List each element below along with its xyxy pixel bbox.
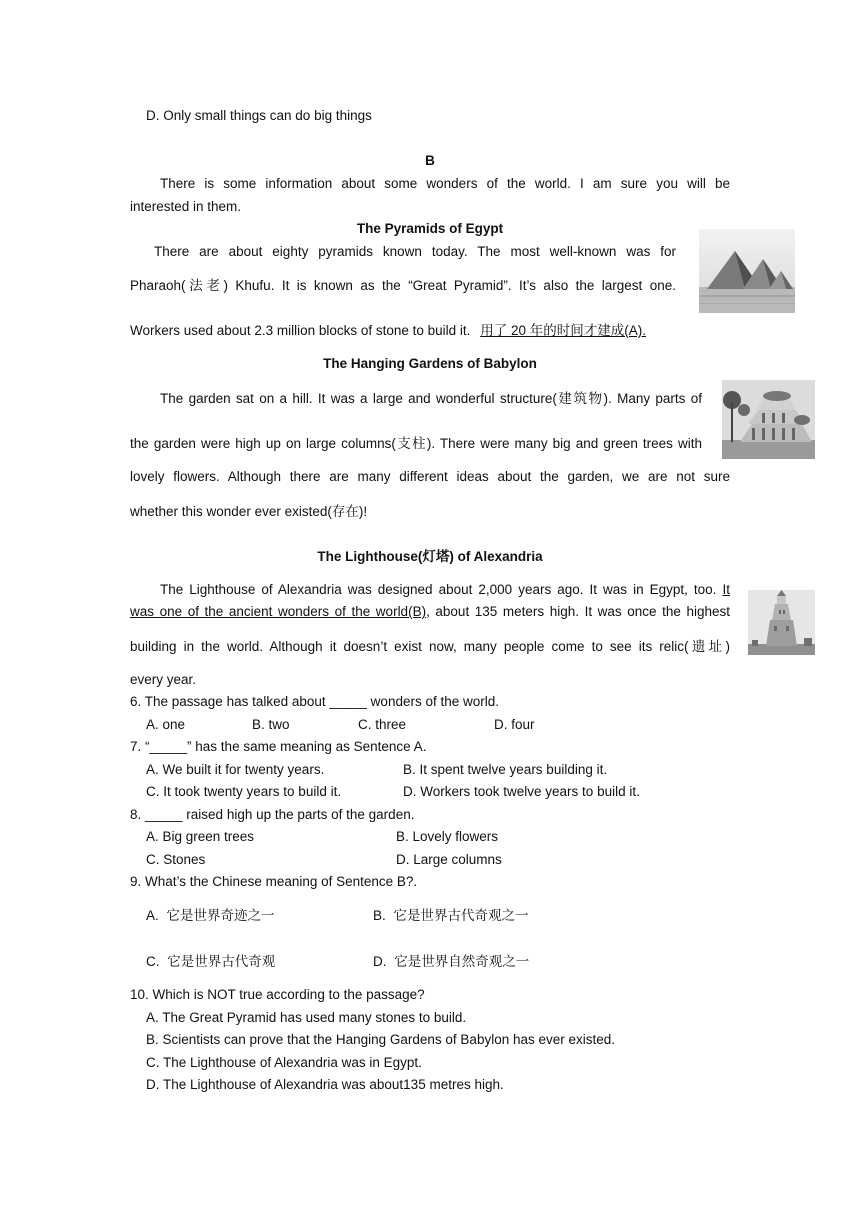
lighthouse-line-1-text: The Lighthouse of Alexandria was designed about 2,000 years ago. It was in Egypt, too. [160,582,717,597]
q9-option-c-text: 它是世界古代奇观 [167,954,276,970]
hanging-gardens-image [722,380,815,459]
gardens-line-4: whether this wonder ever existed(存在)! [130,504,368,519]
gardens-line-1: The garden sat on a hill. It was a large and wonderful structure(建筑物). Many parts of [160,391,702,406]
q9-option-a [146,907,275,925]
gardens-line-3: lovely flowers. Although there are many different ideas about the garden, we are not sure [130,469,730,484]
lighthouse-line-3: building in the world. Although it doesn’t exist now, many people come to see its relic(遗址) [130,639,730,654]
pyramids-line-2: Pharaoh(法老) Khufu. It is known as the “Great Pyramid”. It’s also the largest one. [130,278,676,293]
q8-option-d: D. Large columns [396,852,502,867]
q8-stem: 8. _____ raised high up the parts of the garden. [130,807,415,822]
q6-stem: 6. The passage has talked about _____ wonders of the world. [130,694,500,709]
gardens-title: The Hanging Gardens of Babylon [323,356,537,371]
q9-option-d [373,953,529,971]
q6-option-d: D. four [494,717,535,732]
intro-line-2: interested in them. [130,199,242,214]
lighthouse-title: The Lighthouse(灯塔) of Alexandria [317,549,543,564]
q9-option-b-label: B. [373,908,386,923]
q6-option-a: A. one [146,717,186,732]
q9-option-c-label: C. [146,954,160,969]
q8-option-b: B. Lovely flowers [396,829,499,844]
q9-option-b-text: 它是世界古代奇观之一 [393,908,529,924]
gardens-line-2: the garden were high up on large columns(支柱). There were many big and green trees with [130,436,702,451]
q10-option-b: B. Scientists can prove that the Hanging Gardens of Babylon has ever existed. [146,1032,616,1047]
q5-option-d: D. Only small things can do big things [146,108,372,123]
pyramids-image [699,229,795,313]
hanging-gardens-illustration [722,380,815,459]
pyramids-title: The Pyramids of Egypt [356,221,504,236]
q6-option-b: B. two [252,717,290,732]
q7-stem: 7. “_____” has the same meaning as Sentence A. [130,739,427,754]
lighthouse-illustration [748,590,815,655]
sentence-b-start: It [722,582,730,597]
q10-option-c: C. The Lighthouse of Alexandria was in Egypt. [146,1055,422,1070]
q6-option-c: C. three [358,717,407,732]
lighthouse-line-2 [130,603,730,621]
q10-option-d: D. The Lighthouse of Alexandria was about135 metres high. [146,1077,504,1092]
pyramids-line-1: There are about eighty pyramids known today. The most well-known was for [154,244,676,259]
lighthouse-line-4: every year. [130,672,197,687]
q9-option-d-label: D. [373,954,387,969]
q9-option-a-text: 它是世界奇迹之一 [166,908,275,924]
q9-option-a-label: A. [146,908,159,923]
pyramids-line-3 [130,322,646,340]
q7-option-a: A. We built it for twenty years. [146,762,325,777]
q7-option-c: C. It took twenty years to build it. [146,784,342,799]
lighthouse-line-1 [160,581,730,599]
q10-option-a: A. The Great Pyramid has used many stones to build. [146,1010,467,1025]
lighthouse-image [748,590,815,655]
q9-option-c [146,953,275,971]
q9-option-d-text: 它是世界自然奇观之一 [394,954,530,970]
q9-option-b [373,907,529,925]
q8-option-c: C. Stones [146,852,206,867]
pyramids-line-3-text: Workers used about 2.3 million blocks of stone to build it. [130,323,471,338]
q10-stem: 10. Which is NOT true according to the passage? [130,987,425,1002]
q9-stem: 9. What’s the Chinese meaning of Sentence B?. [130,874,418,889]
intro-line-1: There is some information about some wonders of the world. I am sure you will be [160,176,730,191]
sentence-b: was one of the ancient wonders of the world(B) [130,604,427,619]
section-label: B [425,153,435,168]
lighthouse-line-2-text: , about 135 meters high. It was once the highest [426,604,731,619]
q8-option-a: A. Big green trees [146,829,255,844]
q7-option-b: B. It spent twelve years building it. [403,762,608,777]
q7-option-d: D. Workers took twelve years to build it. [403,784,640,799]
sentence-a: 用了 20 年的时间才建成(A). [480,323,646,338]
pyramids-illustration [699,229,795,313]
